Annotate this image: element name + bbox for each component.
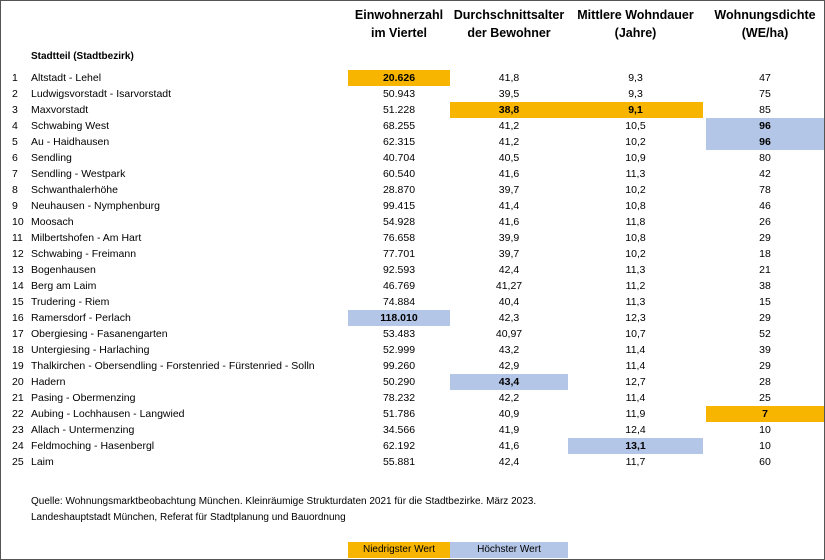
density-cell: 96 xyxy=(706,134,824,150)
density-cell: 7 xyxy=(706,406,824,422)
duration-cell: 11,3 xyxy=(625,264,646,276)
row-number: 22 xyxy=(12,408,24,420)
avg-age-cell: 42,3 xyxy=(498,312,520,324)
stadtteil-name: Sendling - Westpark xyxy=(31,168,126,180)
duration-cell: 10,2 xyxy=(625,136,646,148)
header-density-line2: (WE/ha) xyxy=(741,26,789,40)
population-cell: 51.228 xyxy=(382,104,416,116)
avg-age-cell: 39,7 xyxy=(498,184,520,196)
population-cell: 50.290 xyxy=(382,376,416,388)
population-cell: 54.928 xyxy=(382,216,416,228)
avg-age-cell: 41,6 xyxy=(498,168,520,180)
avg-age-cell: 42,9 xyxy=(498,360,520,372)
avg-age-cell: 42,4 xyxy=(498,456,520,468)
table-row xyxy=(1,118,825,134)
header-population xyxy=(348,6,450,42)
table-row xyxy=(1,310,825,326)
stadtteil-name: Neuhausen - Nymphenburg xyxy=(31,200,160,212)
density-cell: 26 xyxy=(759,216,771,228)
duration-cell: 11,3 xyxy=(625,168,646,180)
population-cell: 99.415 xyxy=(382,200,416,212)
density-cell: 38 xyxy=(759,280,771,292)
population-cell: 78.232 xyxy=(382,392,416,404)
population-cell: 55.881 xyxy=(382,456,416,468)
population-cell: 46.769 xyxy=(382,280,416,292)
avg-age-cell: 41,2 xyxy=(498,136,520,148)
stadtteil-name: Schwabing - Freimann xyxy=(31,248,137,260)
density-cell: 85 xyxy=(759,104,771,116)
stadtteil-name: Au - Haidhausen xyxy=(31,136,110,148)
avg-age-cell: 41,6 xyxy=(498,440,520,452)
duration-cell: 12,3 xyxy=(625,312,646,324)
population-cell: 118.010 xyxy=(348,310,450,326)
source-note: Quelle: Wohnungsmarktbeobachtung München. Kleinräumige Strukturdaten 2021 für die Stadtbezirke. März 2023. Landeshauptstadt München, Referat für Stadtplanung und Bauordnung xyxy=(31,496,537,523)
row-number: 5 xyxy=(12,136,18,148)
stadtteil-name: Berg am Laim xyxy=(31,280,97,292)
avg-age-cell: 39,5 xyxy=(498,88,520,100)
row-number: 3 xyxy=(12,104,18,116)
table-row xyxy=(1,358,825,374)
population-cell: 34.566 xyxy=(382,424,416,436)
density-cell: 10 xyxy=(759,424,771,436)
table-row xyxy=(1,198,825,214)
avg-age-cell: 43,4 xyxy=(450,374,568,390)
table-row xyxy=(1,150,825,166)
population-cell: 52.999 xyxy=(382,344,416,356)
row-number: 19 xyxy=(12,360,24,372)
stadtteil-name: Schwanthalerhöhe xyxy=(31,184,118,196)
stadtteil-name: Hadern xyxy=(31,376,66,388)
duration-cell: 10,9 xyxy=(625,152,646,164)
duration-cell: 12,7 xyxy=(625,376,646,388)
header-avg-age-line1: Durchschnittsalter xyxy=(453,8,565,22)
duration-cell: 9,3 xyxy=(628,72,643,84)
avg-age-cell: 41,6 xyxy=(498,216,520,228)
avg-age-cell: 41,4 xyxy=(498,200,520,212)
avg-age-cell: 43,2 xyxy=(498,344,520,356)
population-cell: 51.786 xyxy=(382,408,416,420)
table-row xyxy=(1,326,825,342)
table-row xyxy=(1,182,825,198)
header-duration-line2: (Jahre) xyxy=(614,26,657,40)
stadtteil-name: Sendling xyxy=(31,152,72,164)
table-row xyxy=(1,454,825,470)
duration-cell: 11,4 xyxy=(625,344,646,356)
density-cell: 18 xyxy=(759,248,771,260)
density-cell: 75 xyxy=(759,88,771,100)
table-row xyxy=(1,134,825,150)
duration-cell: 11,9 xyxy=(625,408,646,420)
avg-age-cell: 41,8 xyxy=(498,72,520,84)
stadtteil-name: Pasing - Obermenzing xyxy=(31,392,136,404)
density-cell: 80 xyxy=(759,152,771,164)
avg-age-cell: 42,4 xyxy=(498,264,520,276)
population-cell: 68.255 xyxy=(382,120,416,132)
row-number: 15 xyxy=(12,296,24,308)
population-cell: 62.192 xyxy=(382,440,416,452)
avg-age-cell: 39,9 xyxy=(498,232,520,244)
population-cell: 50.943 xyxy=(382,88,416,100)
population-cell: 76.658 xyxy=(382,232,416,244)
density-cell: 29 xyxy=(759,232,771,244)
stadtteil-name: Trudering - Riem xyxy=(31,296,110,308)
density-cell: 47 xyxy=(759,72,771,84)
duration-cell: 9,1 xyxy=(568,102,703,118)
stadtteil-name: Milbertshofen - Am Hart xyxy=(31,232,142,244)
header-density-line1: Wohnungsdichte xyxy=(714,8,816,22)
population-cell: 28.870 xyxy=(382,184,416,196)
density-cell: 15 xyxy=(759,296,771,308)
population-cell: 99.260 xyxy=(382,360,416,372)
header-density xyxy=(706,6,824,42)
row-number: 16 xyxy=(12,312,24,324)
table-row xyxy=(1,406,825,422)
row-number: 24 xyxy=(12,440,24,452)
avg-age-cell: 40,9 xyxy=(498,408,520,420)
row-number: 4 xyxy=(12,120,18,132)
population-cell: 20.626 xyxy=(348,70,450,86)
duration-cell: 10,8 xyxy=(625,232,646,244)
population-cell: 74.884 xyxy=(382,296,416,308)
population-cell: 77.701 xyxy=(382,248,416,260)
duration-cell: 11,4 xyxy=(625,360,646,372)
table-row xyxy=(1,390,825,406)
avg-age-cell: 41,9 xyxy=(498,424,520,436)
duration-cell: 11,8 xyxy=(625,216,646,228)
stadtteil-name: Feldmoching - Hasenbergl xyxy=(31,440,155,452)
row-number: 17 xyxy=(12,328,24,340)
density-cell: 96 xyxy=(706,118,824,134)
table-row xyxy=(1,86,825,102)
density-cell: 29 xyxy=(759,312,771,324)
legend-highest-value: Höchster Wert xyxy=(450,542,568,558)
population-cell: 40.704 xyxy=(382,152,416,164)
stadtteil-name: Bogenhausen xyxy=(31,264,96,276)
density-cell: 29 xyxy=(759,360,771,372)
row-number: 10 xyxy=(12,216,24,228)
population-cell: 53.483 xyxy=(382,328,416,340)
population-cell: 92.593 xyxy=(382,264,416,276)
population-cell: 60.540 xyxy=(382,168,416,180)
table-row xyxy=(1,374,825,390)
header-duration-line1: Mittlere Wohndauer xyxy=(577,8,694,22)
avg-age-cell: 40,4 xyxy=(498,296,520,308)
duration-cell: 11,4 xyxy=(625,392,646,404)
row-number: 7 xyxy=(12,168,18,180)
stadtteil-name: Ludwigsvorstadt - Isarvorstadt xyxy=(31,88,172,100)
density-cell: 60 xyxy=(759,456,771,468)
row-number: 11 xyxy=(12,232,23,244)
avg-age-cell: 41,2 xyxy=(498,120,520,132)
table-row xyxy=(1,214,825,230)
stadtteil-name: Moosach xyxy=(31,216,74,228)
duration-cell: 10,7 xyxy=(625,328,646,340)
stadtteil-name: Ramersdorf - Perlach xyxy=(31,312,131,324)
duration-cell: 11,3 xyxy=(625,296,646,308)
duration-cell: 11,2 xyxy=(625,280,646,292)
duration-cell: 13,1 xyxy=(568,438,703,454)
stadtteil-name: Untergiesing - Harlaching xyxy=(31,344,150,356)
table-row xyxy=(1,70,825,86)
density-cell: 28 xyxy=(759,376,771,388)
row-number: 6 xyxy=(12,152,18,164)
avg-age-cell: 41,27 xyxy=(495,280,523,292)
density-cell: 39 xyxy=(759,344,771,356)
row-number: 21 xyxy=(12,392,24,404)
row-number: 1 xyxy=(12,72,18,84)
density-cell: 25 xyxy=(759,392,771,404)
duration-cell: 10,2 xyxy=(625,248,646,260)
table-row xyxy=(1,262,825,278)
row-number: 20 xyxy=(12,376,24,388)
header-population-line1: Einwohnerzahl xyxy=(354,8,444,22)
table-row xyxy=(1,294,825,310)
row-number: 18 xyxy=(12,344,24,356)
table-body xyxy=(1,70,825,470)
duration-cell: 11,7 xyxy=(625,456,646,468)
duration-cell: 10,5 xyxy=(625,120,646,132)
row-number: 12 xyxy=(12,248,24,260)
density-cell: 10 xyxy=(759,440,771,452)
header-population-line2: im Viertel xyxy=(370,26,428,40)
stadtteil-name: Obergiesing - Fasanengarten xyxy=(31,328,168,340)
avg-age-cell: 39,7 xyxy=(498,248,520,260)
density-cell: 21 xyxy=(759,264,771,276)
population-cell: 62.315 xyxy=(382,136,416,148)
table-row xyxy=(1,102,825,118)
table-row xyxy=(1,342,825,358)
row-number: 14 xyxy=(12,280,24,292)
stadtteil-name: Laim xyxy=(31,456,54,468)
row-number: 13 xyxy=(12,264,24,276)
header-duration xyxy=(568,6,703,42)
row-number: 25 xyxy=(12,456,24,468)
legend-lowest-value: Niedrigster Wert xyxy=(348,542,450,558)
density-cell: 52 xyxy=(759,328,771,340)
header-avg-age-line2: der Bewohner xyxy=(467,26,551,40)
density-cell: 46 xyxy=(759,200,771,212)
table-row xyxy=(1,166,825,182)
row-number: 23 xyxy=(12,424,24,436)
table-row xyxy=(1,246,825,262)
avg-age-cell: 40,5 xyxy=(498,152,520,164)
table-row xyxy=(1,278,825,294)
stadtteil-name: Thalkirchen - Obersendling - Forstenried - Fürstenried - Solln xyxy=(31,360,315,372)
stadtteil-name: Schwabing West xyxy=(31,120,110,132)
row-number: 9 xyxy=(12,200,18,212)
header-avg-age xyxy=(450,6,568,42)
duration-cell: 10,2 xyxy=(625,184,646,196)
duration-cell: 9,3 xyxy=(628,88,643,100)
duration-cell: 10,8 xyxy=(625,200,646,212)
avg-age-cell: 40,97 xyxy=(495,328,523,340)
avg-age-cell: 38,8 xyxy=(450,102,568,118)
table-row xyxy=(1,230,825,246)
row-number: 8 xyxy=(12,184,18,196)
duration-cell: 12,4 xyxy=(625,424,646,436)
avg-age-cell: 42,2 xyxy=(498,392,520,404)
row-number: 2 xyxy=(12,88,18,100)
stadtteil-name: Maxvorstadt xyxy=(31,104,89,116)
stadtteil-name: Altstadt - Lehel xyxy=(31,72,102,84)
stadtteil-name: Aubing - Lochhausen - Langwied xyxy=(31,408,185,420)
header-stadtteil: Stadtteil (Stadtbezirk) xyxy=(31,51,134,62)
density-cell: 42 xyxy=(759,168,771,180)
stadtteil-name: Allach - Untermenzing xyxy=(31,424,135,436)
table-row xyxy=(1,438,825,454)
table-row xyxy=(1,422,825,438)
density-cell: 78 xyxy=(759,184,771,196)
